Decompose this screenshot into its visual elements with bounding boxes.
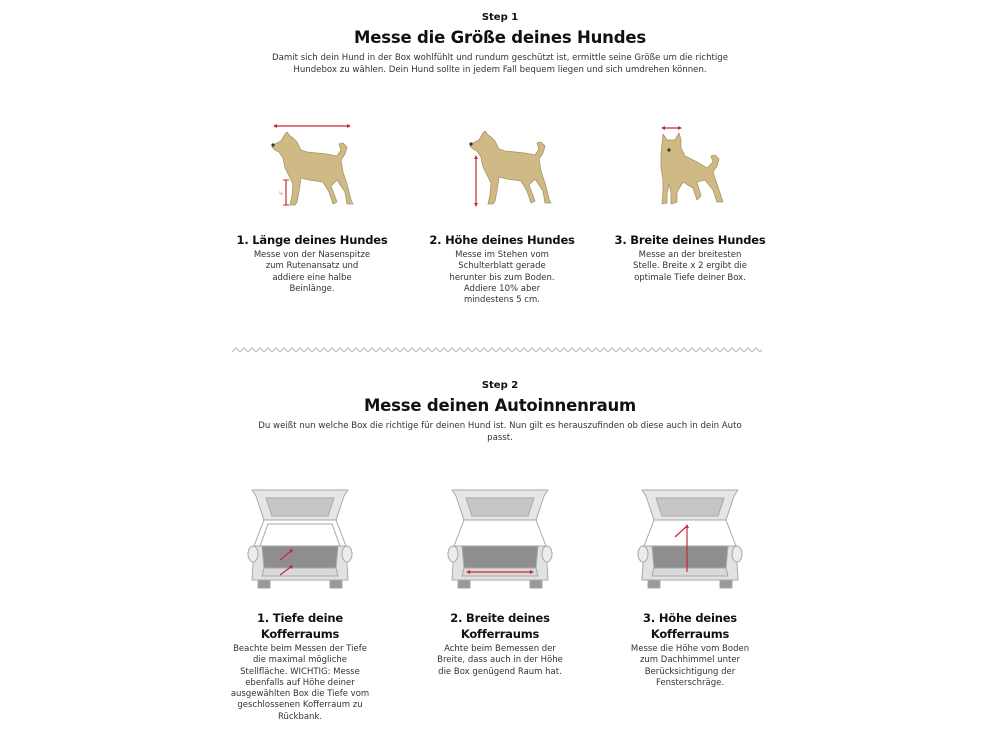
trunk-width-description: Achte beim Bemessen der Breite, dass auch in der Höhe die Box genügend Raum hat.	[437, 644, 563, 677]
trunk-height-card	[615, 484, 765, 689]
dog-length-card	[222, 112, 402, 295]
dog-height-title: 2. Höhe deines Hundes	[429, 233, 575, 247]
car-trunk-width-icon	[440, 484, 560, 594]
trunk-depth-description: Beachte beim Messen der Tiefe die maximal mögliche Stellfläche. WICHTIG: Messe ebenfalls auf Höhe deiner ausgewählten Box die Tiefe vom geschlossenen Kofferraum zu Rückbank.	[230, 644, 370, 722]
zigzag-divider	[232, 345, 762, 355]
car-trunk-depth-icon	[240, 484, 360, 594]
trunk-depth-card	[225, 484, 375, 723]
trunk-width-card	[425, 484, 575, 678]
dog-height-icon	[427, 112, 577, 222]
trunk-depth-title: 1. Tiefe deine Kofferraums	[257, 611, 343, 641]
dog-width-title: 3. Breite deines Hundes	[614, 233, 766, 247]
trunk-height-title: 3. Höhe deines Kofferraums	[643, 611, 737, 641]
svg-text:½: ½	[279, 191, 283, 196]
dog-length-description: Messe von der Nasenspitze zum Rutenansatz und addiere eine halbe Beinlänge.	[253, 250, 371, 294]
dog-width-card	[600, 112, 780, 284]
trunk-width-title: 2. Breite deines Kofferraums	[450, 611, 550, 641]
dog-length-title: 1. Länge deines Hundes	[236, 233, 388, 247]
step-2-label: Step 2	[481, 380, 519, 391]
trunk-height-description: Messe die Höhe vom Boden zum Dachhimmel unter Berücksichtigung der Fensterschräge.	[630, 644, 750, 688]
dog-height-card	[412, 112, 592, 306]
dog-width-icon	[625, 112, 755, 222]
step-2-title: Messe deinen Autoinnenraum	[363, 396, 637, 415]
car-trunk-height-icon	[630, 484, 750, 594]
step-1-intro: Damit sich dein Hund in der Box wohlfühlt und rundum geschützt ist, ermittle seine Größe um die richtige Hundebox zu wählen. Dein Hund sollte in jedem Fall bequem liegen und sich umdrehen können.	[271, 53, 729, 75]
dog-width-description: Messe an der breitesten Stelle. Breite x 2 ergibt die optimale Tiefe deiner Box.	[633, 250, 747, 283]
step-1-title: Messe die Größe deines Hundes	[354, 28, 646, 47]
step-2-intro: Du weißt nun welche Box die richtige für deinen Hund ist. Nun gilt es herauszufinden ob diese auch in dein Auto passt.	[258, 421, 742, 443]
dog-length-icon	[237, 112, 387, 222]
step-1-label: Step 1	[481, 12, 519, 23]
dog-height-description: Messe im Stehen vom Schulterblatt gerade herunter bis zum Boden. Addiere 10% aber mindestens 5 cm.	[449, 250, 555, 306]
